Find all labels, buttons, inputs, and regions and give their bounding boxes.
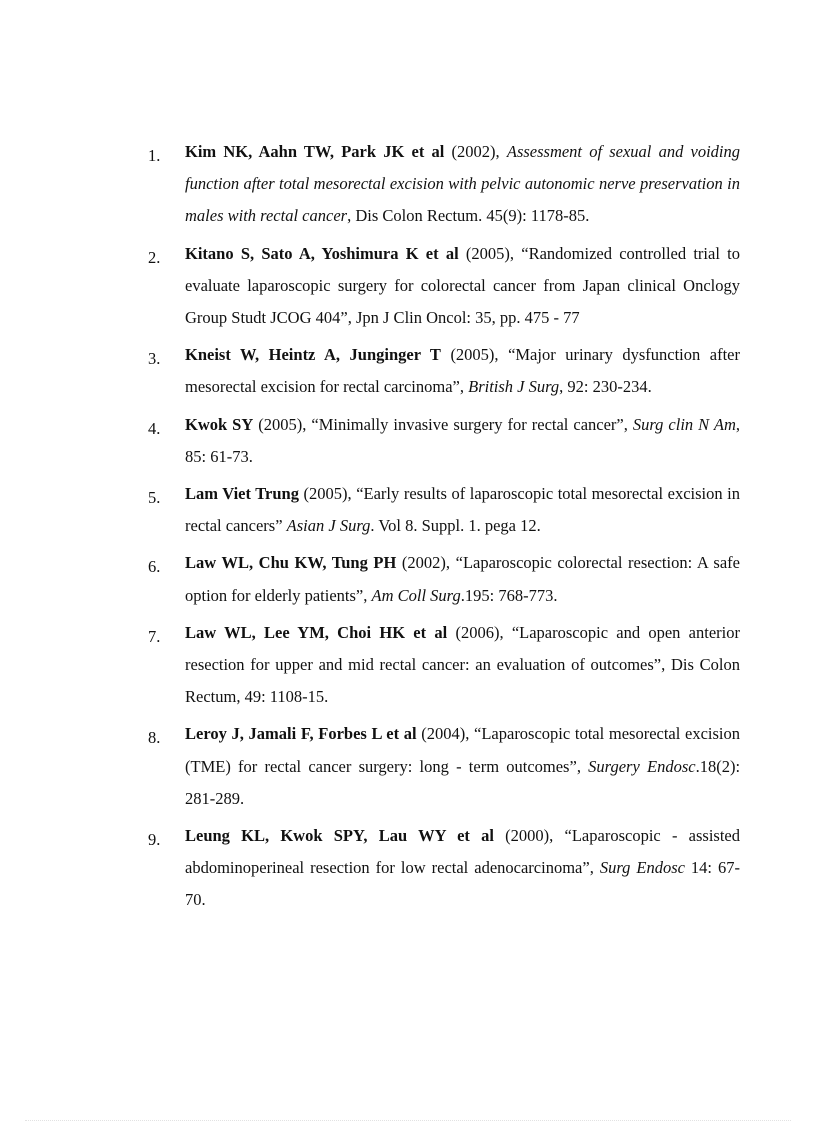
page-bottom-rule	[25, 1120, 791, 1121]
reference-item	[148, 547, 740, 611]
reference-number: 7.	[148, 626, 161, 646]
reference-source: , 85: 61-73.	[185, 414, 740, 466]
reference-item	[148, 478, 740, 542]
reference-year: (2004),	[416, 724, 475, 744]
reference-year: (2000),	[493, 826, 565, 846]
reference-journal: Surg Endosc	[599, 858, 685, 878]
reference-number: 5.	[148, 488, 161, 508]
reference-item	[148, 238, 740, 335]
reference-item	[148, 820, 740, 917]
reference-text	[185, 478, 740, 542]
reference-text	[185, 820, 740, 917]
reference-source: , Jpn J Clin Oncol: 35, pp. 475 - 77	[347, 308, 580, 328]
reference-authors: Lam Viet Trung	[185, 484, 299, 504]
reference-text	[185, 409, 740, 473]
reference-text	[185, 718, 740, 815]
reference-title: Assessment of sexual and voiding function after total mesorectal excision with pelvic autonomic nerve preservation in males with rectal cancer	[185, 142, 741, 226]
reference-title: “Randomized controlled trial to evaluate laparoscopic surgery for colorectal cancer from Japan clinical Onclogy Group Studt JCOG 404”	[185, 243, 740, 328]
reference-source: . Vol 8. Suppl. 1. pega 12.	[370, 516, 541, 536]
reference-authors: Law WL, Lee YM, Choi HK et al	[185, 622, 448, 642]
reference-number: 4.	[148, 418, 161, 438]
reference-item	[148, 718, 740, 815]
reference-separator: ,	[623, 414, 633, 434]
reference-title: “Laparoscopic - assisted abdominoperineal resection for low rectal adenocarcinoma”	[185, 826, 740, 878]
reference-item	[148, 409, 740, 473]
reference-separator: ,	[363, 585, 372, 605]
reference-title: “Major urinary dysfunction after mesorectal excision for rectal carcinoma”	[185, 345, 740, 397]
reference-text	[185, 136, 740, 233]
reference-authors: Leroy J, Jamali F, Forbes L et al	[185, 724, 417, 744]
reference-authors: Leung KL, Kwok SPY, Lau WY et al	[185, 826, 494, 846]
reference-year: (2005),	[440, 345, 509, 365]
reference-source: 14: 67-70.	[185, 858, 740, 910]
reference-authors: Kneist W, Heintz A, Junginger T	[185, 345, 441, 365]
reference-separator: ,	[589, 858, 600, 878]
reference-journal: Surg clin N Am	[632, 414, 736, 434]
reference-year: (2005),	[458, 243, 522, 263]
reference-source: , Dis Colon Rectum. 45(9): 1178-85.	[347, 206, 590, 226]
reference-item	[148, 339, 740, 403]
reference-year: (2002),	[444, 142, 507, 161]
reference-number: 6.	[148, 557, 161, 577]
reference-source: , 92: 230-234.	[559, 377, 652, 397]
reference-authors: Kim NK, Aahn TW, Park JK et al	[185, 142, 445, 161]
reference-source: .18(2): 281-289.	[185, 756, 741, 808]
reference-journal: Surgery Endosc	[588, 756, 696, 776]
reference-authors: Law WL, Chu KW, Tung PH	[185, 553, 397, 573]
reference-year: (2002),	[396, 553, 456, 573]
reference-year: (2005),	[253, 414, 312, 434]
reference-title: “Laparoscopic and open anterior resection for upper and mid rectal cancer: an evaluation of outcomes”	[185, 622, 740, 675]
reference-title: “Laparoscopic colorectal resection: A safe option for elderly patients”	[185, 553, 740, 605]
reference-journal: Asian J Surg	[286, 516, 371, 536]
reference-title: “Early results of laparoscopic total mesorectal excision in rectal cancers”	[185, 484, 740, 536]
reference-number: 9.	[148, 830, 161, 850]
reference-separator: ,	[576, 756, 589, 776]
reference-text	[185, 617, 740, 714]
reference-separator: ,	[459, 377, 469, 397]
reference-text	[185, 339, 740, 403]
reference-year: (2006),	[447, 622, 512, 642]
reference-authors: Kitano S, Sato A, Yoshimura K et al	[185, 243, 459, 263]
reference-journal: Am Coll Surg	[371, 585, 461, 605]
reference-source: .195: 768-773.	[460, 585, 558, 605]
reference-authors: Kwok SY	[185, 414, 254, 434]
reference-item	[148, 136, 740, 233]
reference-year: (2005),	[298, 484, 357, 504]
reference-title: “Laparoscopic total mesorectal excision (TME) for rectal cancer surgery: long - term outcomes”	[185, 724, 740, 776]
reference-number: 8.	[148, 728, 161, 748]
reference-source: , Dis Colon Rectum, 49: 1108-15.	[185, 655, 740, 707]
reference-number: 1.	[148, 146, 161, 165]
reference-number: 3.	[148, 349, 161, 369]
reference-title: “Minimally invasive surgery for rectal cancer”	[311, 414, 624, 434]
reference-number: 2.	[148, 247, 161, 267]
reference-item	[148, 617, 740, 714]
reference-journal: British J Surg	[468, 377, 560, 397]
reference-text	[185, 238, 740, 335]
reference-list	[148, 136, 740, 922]
reference-text	[185, 547, 740, 611]
